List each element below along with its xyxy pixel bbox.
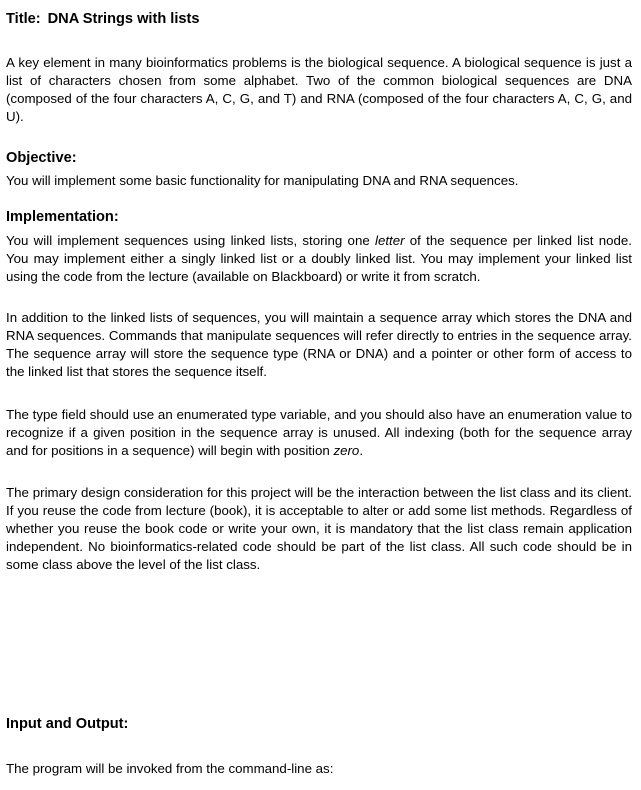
document-title <box>6 11 200 27</box>
implementation-heading: Implementation: <box>6 209 119 225</box>
input-output-heading: Input and Output: <box>6 716 129 732</box>
impl-p3-emphasis: zero <box>333 443 360 458</box>
intro-paragraph: A key element in many bioinformatics problems is the biological sequence. A biological sequence is just a list of characters chosen from some alphabet. Two of the common biological sequences are DNA (composed of the four characters A, C, G, and T) and RNA (composed of the four characters A, C, G, and U). <box>6 55 632 124</box>
impl-p3-before: The type field should use an enumerated type variable, and you should also have an enumeration value to recognize if a given position in the sequence array is unused. All indexing (both for the sequence array and for positions in a sequence) will begin with position <box>6 407 632 458</box>
impl-p1-emphasis: letter <box>374 233 405 248</box>
input-output-paragraph: The program will be invoked from the command-line as: <box>6 761 334 776</box>
implementation-paragraph-3 <box>6 406 632 460</box>
implementation-paragraph-1 <box>6 232 632 286</box>
title-value: DNA Strings with lists <box>47 11 200 27</box>
objective-heading: Objective: <box>6 150 77 166</box>
impl-p3-after: . <box>359 443 364 458</box>
title-label: Title: <box>6 11 41 27</box>
implementation-paragraph-2: In addition to the linked lists of sequences, you will maintain a sequence array which stores the DNA and RNA sequences. Commands that manipulate sequences will refer directly to entries in the sequence array. The sequence array will store the sequence type (RNA or DNA) and a pointer or other form of access to the linked list that stores the sequence itself. <box>6 310 632 379</box>
impl-p1-after: of the sequence per linked list node. You may implement either a singly linked list or a doubly linked list. You may implement your linked list using the code from the lecture (available on Blackboard) or write it from scratch. <box>6 233 632 284</box>
implementation-paragraph-4: The primary design consideration for this project will be the interaction between the list class and its client. If you reuse the code from lecture (book), it is acceptable to alter or add some list methods. Regardless of whether you reuse the book code or write your own, it is mandatory that the list class remain application independent. No bioinformatics-related code should be part of the list class. All such code should be in some class above the level of the list class. <box>6 485 632 572</box>
impl-p1-before: You will implement sequences using linked lists, storing one <box>6 233 375 248</box>
objective-paragraph: You will implement some basic functionality for manipulating DNA and RNA sequences. <box>6 173 519 188</box>
